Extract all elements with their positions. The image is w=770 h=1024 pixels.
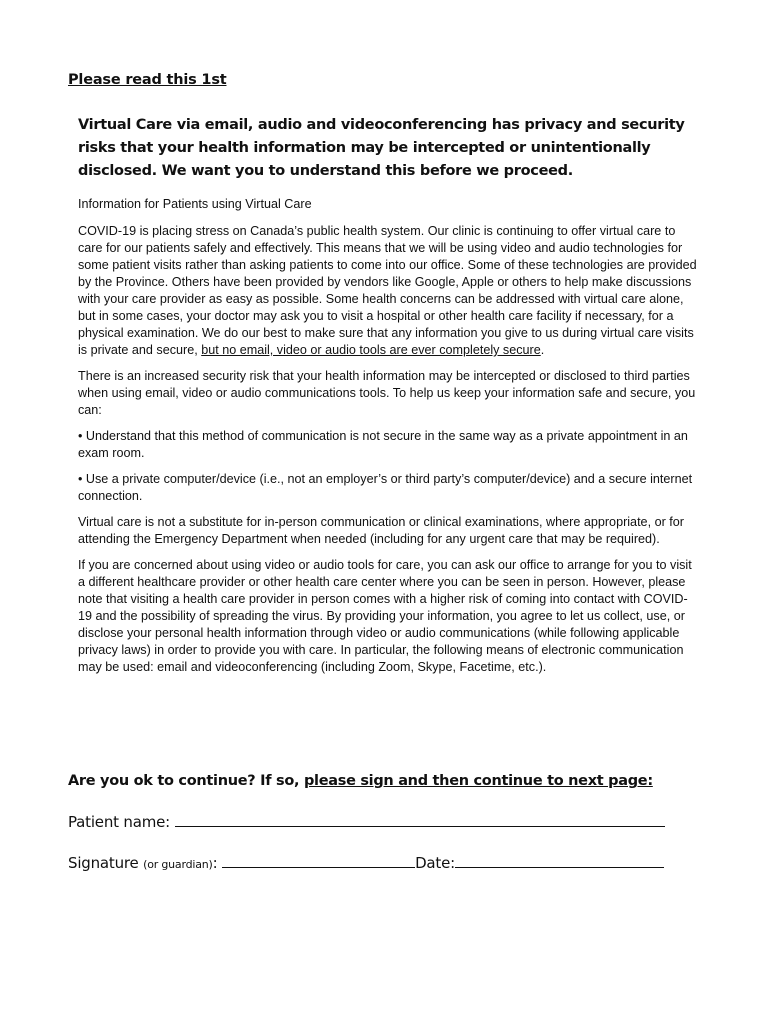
continue-prompt: [68, 773, 708, 789]
date-field[interactable]: [455, 851, 664, 868]
security-disclaimer: but no email, video or audio tools are ever completely secure: [201, 343, 541, 357]
bullet-private-device: • Use a private computer/device (i.e., not an employer’s or third party’s computer/device) and a secure internet connection.: [78, 472, 693, 503]
continue-prefix: Are you ok to continue? If so,: [68, 773, 304, 789]
privacy-warning: Virtual Care via email, audio and videoconferencing has privacy and security risks that your health information may be intercepted or unintentionally disclosed. We want you to understand this before we proceed.: [78, 117, 685, 179]
paragraph-covid-text: COVID-19 is placing stress on Canada’s public health system. Our clinic is continuing to offer virtual care to care for our patients safely and effectively. This means that we will be using video and audio technologies for some patient visits rather than asking patients to come into our office. Some of these technologies are provided by the Province. Others have been provided by vendors like Google, Apple or others to help make discussions with your care provider as easy as possible. Some health concerns can be addressed with virtual care alone, but in some cases, your doctor may ask you to visit a hospital or other health care facility if necessary, for a physical examination. We do our best to make sure that any information you give to us during virtual care visits is private and secure,: [78, 224, 697, 357]
signature-colon: :: [212, 854, 223, 872]
signature-guardian-note: (or guardian): [143, 858, 213, 871]
bullet-understand: • Understand that this method of communication is not secure in the same way as a private appointment in an exam room.: [78, 429, 688, 460]
signature-row: [68, 851, 664, 872]
signature-label: Signature: [68, 854, 144, 872]
paragraph-risk: There is an increased security risk that your health information may be intercepted or disclosed to third parties when using email, video or audio communications tools. To help us keep your information safe and secure, you can:: [78, 369, 696, 417]
document-body: [78, 196, 698, 685]
patient-name-row: [68, 810, 665, 831]
section-subtitle: Information for Patients using Virtual Care: [78, 197, 312, 211]
signature-field[interactable]: [222, 851, 415, 868]
patient-name-label: Patient name:: [68, 813, 175, 831]
paragraph-covid: [78, 223, 698, 359]
paragraph-not-substitute: Virtual care is not a substitute for in-person communication or clinical examinations, where appropriate, or for attending the Emergency Department when needed (including for any urgent care that may be required).: [78, 515, 684, 546]
continue-instruction: please sign and then continue to next page:: [303, 773, 653, 789]
paragraph-covid-end: .: [540, 343, 545, 357]
date-label: Date:: [415, 854, 455, 872]
page-heading: Please read this 1st: [68, 72, 227, 88]
patient-name-field[interactable]: [175, 810, 665, 827]
paragraph-consent: If you are concerned about using video or audio tools for care, you can ask our office to arrange for you to visit a different healthcare provider or other health care center where you can be seen in person. However, please note that visiting a health care provider in person comes with a higher risk of coming into contact with COVID-19 and the possibility of spreading the virus. By providing your information, you agree to let us collect, use, or disclose your personal health information through video or audio communications (while following applicable privacy laws) in order to provide you with care. In particular, the following means of electronic communication may be used: email and videoconferencing (including Zoom, Skype, Facetime, etc.).: [78, 558, 692, 674]
